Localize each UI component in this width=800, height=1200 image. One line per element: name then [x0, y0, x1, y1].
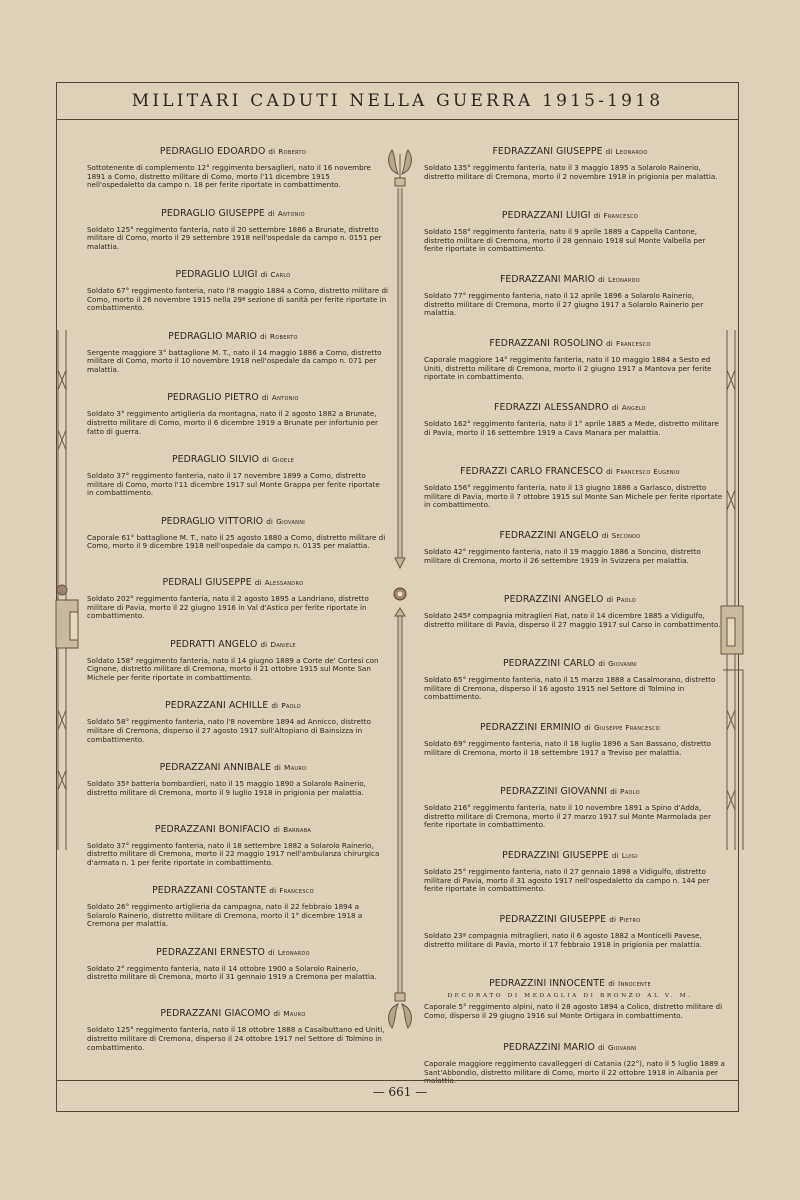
entry-text: Soldato 26° reggimento artiglieria da campagna, nato il 22 febbraio 1894 a Solarolo Rainerio, distretto militare di Cremona, morto il 1° dicembre 1918 a Cremona per malattia.: [87, 902, 363, 929]
entry-name: PEDRAGLIO GIUSEPPE di Antonio: [161, 207, 305, 219]
entry-name: FEDRAZZI CARLO FRANCESCO di Francesco Eugenio: [460, 466, 680, 477]
list-item: [78, 454, 388, 516]
list-item: [415, 850, 725, 914]
entry-name: PEDRAGLIO LUIGI di Carlo: [175, 269, 291, 281]
entry-text: Soldato 2° reggimento fanteria, nato il 14 ottobre 1900 a Solarolo Rainerio, distretto militare di Cremona, morto il 31 gennaio 1919 a Cremona per malattia.: [87, 963, 377, 982]
entry-name: PEDRAZZINI INNOCENTE di Innocente: [489, 978, 651, 989]
list-item: [78, 1008, 388, 1070]
entry-text: Soldato 58° reggimento fanteria, nato l'8 novembre 1894 ad Annicco, distretto militare di Cremona, disperso il 27 agosto 1917 sull'Altopiano di Bainsizza in combattimento.: [87, 717, 372, 744]
page-number: — 661 —: [372, 1085, 428, 1099]
entry-name: PEDRAZZANI ACHILLE di Paolo: [165, 700, 301, 712]
entry-text: Soldato 65° reggimento fanteria, nato il 15 marzo 1888 a Casalmorano, distretto militare di Cremona, disperso il 16 agosto 1915 nel Settore di Tolmino in combattimento.: [424, 675, 716, 702]
list-item: [78, 639, 388, 701]
list-item: [78, 700, 388, 762]
entry-name: PEDRAGLIO PIETRO di Antonio: [167, 392, 299, 404]
entry-text: Sottotenente di complemento 12° reggimento bersaglieri, nato il 16 novembre 1891 a Como, distretto militare di Como, morto l'11 dicembre 1915 nell'ospedaletto da campo n. 18 per ferite riportate in combattimento.: [87, 163, 371, 190]
entry-name: PEDRAZZANI GIACOMO di Mauro: [160, 1008, 306, 1020]
entry-name: PEDRAGLIO MARIO di Roberto: [168, 330, 298, 342]
entry-name: PEDRAGLIO VITTORIO di Giovanni: [160, 515, 306, 527]
title-bar: [56, 82, 739, 120]
entry-name: FEDRAZZANI GIUSEPPE di Leonardo: [492, 146, 648, 157]
list-item: [78, 208, 388, 270]
entry-text: Soldato 158° reggimento fanteria, nato il 9 aprile 1889 a Cappella Cantone, distretto militare di Cremona, morto il 28 gennaio 1918 sul Monte Valbella per ferite riportate in combattimento.: [424, 227, 706, 254]
entry-text: Soldato 25° reggimento fanteria, nato il 27 gennaio 1898 a Vidigulfo, distretto militare di Pavia, morto il 31 agosto 1917 nell'ospedaletto da campo n. 144 per ferite riportate in combattimento.: [424, 867, 710, 894]
entry-name: FEDRAZZINI ANGELO di Secondo: [499, 530, 641, 541]
list-item: [415, 210, 725, 274]
entry-text: Soldato 162° reggimento fanteria, nato il 1° aprile 1885 a Mede, distretto militare di Pavia, morto il 16 settembre 1919 a Cava Manara per malattia.: [424, 419, 719, 437]
list-item: [415, 530, 725, 594]
left-column: [78, 146, 388, 1071]
entry-name: PEDRAZZINI GIUSEPPE di Luigi: [502, 850, 638, 861]
entry-name: FEDRAZZANI ROSOLINO di Francesco: [489, 338, 651, 349]
entry-text: Soldato 3° reggimento artiglieria da montagna, nato il 2 agosto 1882 a Brunate, distretto militare di Como, morto il 6 dicembre 1919 a Brunate per infortunio per fatto di guerra.: [87, 409, 378, 436]
entry-text: Soldato 245ª compagnia mitraglieri Fiat, nato il 14 dicembre 1885 a Vidigulfo, distretto militare di Pavia, disperso il 27 maggio 1917 sul Carso in combattimento.: [424, 611, 721, 629]
entry-name: PEDRAZZINI ERMINIO di Giuseppe Francesco: [479, 722, 661, 733]
entry-text: Soldato 77° reggimento fanteria, nato il 12 aprile 1896 a Solarolo Rainerio, distretto militare di Cremona, morto il 27 giugno 1917 a Solarolo Rainerio per malattia.: [424, 291, 704, 318]
list-item: [78, 269, 388, 331]
entry-text: Soldato 125° reggimento fanteria, nato il 18 ottobre 1888 a Casalbuttano ed Uniti, distretto militare di Cremona, disperso il 24 ottobre 1917 nel Settore di Tolmino in combattimento.: [87, 1025, 385, 1052]
list-item: [415, 274, 725, 338]
entry-name: FEDRAZZI ALESSANDRO di Angelo: [494, 402, 646, 413]
entry-text: Soldato 23ª compagnia mitraglieri, nato il 6 agosto 1882 a Monticelli Pavese, distretto militare di Pavia, morto il 17 febbraio 1918 in prigionia per malattia.: [424, 931, 703, 949]
list-item: [415, 466, 725, 530]
list-item: [415, 658, 725, 722]
list-item: [415, 786, 725, 850]
entry-text: Caporale 5° reggimento alpini, nato il 28 agosto 1894 a Colico, distretto militare di Como, disperso il 29 giugno 1916 sul Monte Ortigara in combattimento.: [424, 1002, 723, 1020]
entry-name: PEDRAGLIO SILVIO di Gioele: [171, 453, 295, 465]
entry-name: PEDRAGLIO EDOARDO di Roberto: [159, 146, 307, 157]
emblem-icon: [394, 588, 406, 600]
right-column: [415, 146, 725, 1086]
list-item: [78, 516, 388, 578]
list-item: [415, 146, 725, 210]
entry-name: PEDRAZZINI ANGELO di Paolo: [503, 594, 637, 605]
entry-text: Sergente maggiore 3° battaglione M. T., nato il 14 maggio 1886 a Como, distretto militare di Como, morto il 10 novembre 1918 nell'ospedale da campo n. 071 per malattia.: [87, 347, 382, 374]
list-item: [78, 947, 388, 1009]
entry-text: Caporale maggiore 14° reggimento fanteria, nato il 10 maggio 1884 a Sesto ed Uniti, distretto militare di Cremona, morto il 2 giugno 1917 a Mantova per ferite riportate in combattimento.: [424, 355, 712, 382]
list-item: [415, 338, 725, 402]
list-item: [415, 402, 725, 466]
list-item: [78, 885, 388, 947]
list-item: [415, 722, 725, 786]
entry-name: PEDRAZZANI ANNIBALE di Mauro: [159, 761, 307, 773]
list-item: [78, 392, 388, 454]
entry-text: Soldato 158° reggimento fanteria, nato il 14 giugno 1889 a Corte de' Cortesi con Cignone, distretto militare di Cremona, morto il 21 ottobre 1915 sul Monte San Michele per ferite riportate in combattimento.: [87, 655, 379, 682]
list-item: [415, 594, 725, 658]
list-item: [78, 146, 388, 208]
medal-note: DECORATO DI MEDAGLIA DI BRONZO AL V. M.: [447, 993, 693, 999]
entry-name: PEDRAZZANI COSTANTE di Francesco: [152, 885, 314, 897]
list-item: [78, 824, 388, 886]
entry-text: Soldato 42° reggimento fanteria, nato il 19 maggio 1886 a Soncino, distretto militare di Cremona, morto il 26 settembre 1919 in Svizzera per malattia.: [424, 547, 701, 565]
list-item: [415, 914, 725, 978]
entry-text: Soldato 216° reggimento fanteria, nato il 10 novembre 1891 a Spino d'Adda, distretto militare di Cremona, morto il 27 marzo 1917 sul Monte Marmolada per ferite riportate in combattimento.: [424, 803, 712, 830]
entry-text: Caporale maggiore reggimento cavalleggeri di Catania (22°), nato il 5 luglio 1889 a Sant'Abbondio, distretto militare di Como, morto il 22 ottobre 1918 in Albania per malattia.: [424, 1059, 725, 1086]
entry-text: Soldato 37° reggimento fanteria, nato il 18 settembre 1882 a Solarolo Rainerio, distretto militare di Cremona, morto il 22 maggio 1917 nell'ambulanza chirurgica d'armata n. 1 per ferite riportate in combattimento.: [87, 840, 380, 867]
entry-text: Soldato 135° reggimento fanteria, nato il 3 maggio 1895 a Solarolo Rainerio, distretto militare di Cremona, morto il 2 novembre 1918 in prigionia per malattia.: [424, 163, 718, 181]
sword-icon-lower: [389, 608, 412, 1028]
footer-rule: [56, 1080, 739, 1081]
entry-name: PEDRAZZANI LUIGI di Francesco: [501, 210, 639, 221]
list-item: [78, 577, 388, 639]
sword-icon: [389, 150, 412, 568]
entry-text: Soldato 202° reggimento fanteria, nato il 2 agosto 1895 a Landriano, distretto militare di Pavia, morto il 22 giugno 1916 in Val d'Astico per ferite riportate in combattimento.: [87, 594, 369, 621]
entry-text: Soldato 37° reggimento fanteria, nato il 17 novembre 1899 a Como, distretto militare di Como, morto l'11 dicembre 1917 sul Monte Grappa per ferite riportate in combattimento.: [87, 470, 380, 498]
list-item: [78, 331, 388, 393]
entry-name: PEDRAZZANI BONIFACIO di Barnaba: [154, 823, 312, 835]
entry-name: PEDRALI GIUSEPPE di Alessandro: [162, 577, 304, 589]
entry-text: Soldato 67° reggimento fanteria, nato l'8 maggio 1884 a Como, distretto militare di Como, morto il 26 novembre 1915 nella 29ª sezione di sanità per ferite riportate in combattimento.: [87, 286, 388, 313]
entry-text: Soldato 156° reggimento fanteria, nato il 13 giugno 1886 a Garlasco, distretto militare di Pavia, morto il 7 ottobre 1915 sul Monte San Michele per ferite riportate in combattimento.: [424, 483, 723, 510]
entry-text: Soldato 35ª batteria bombardieri, nato il 15 maggio 1890 a Solarolo Rainerio, distretto militare di Cremona, morto il 9 luglio 1918 in prigionia per malattia.: [87, 778, 366, 797]
entry-name: PEDRAZZANI ERNESTO di Leonardo: [156, 946, 310, 958]
entry-name: FEDRAZZANI MARIO di Leonardo: [499, 274, 640, 285]
entry-name: PEDRATTI ANGELO di Daniele: [170, 638, 296, 650]
list-item: [78, 762, 388, 824]
entry-text: Caporale 61° battaglione M. T., nato il 25 agosto 1880 a Como, distretto militare di Como, morto il 9 dicembre 1918 nell'ospedale da campo n. 0135 per malattia.: [87, 532, 386, 551]
entry-name: PEDRAZZINI CARLO di Giovanni: [502, 658, 638, 669]
page-title: MILITARI CADUTI NELLA GUERRA 1915-1918: [131, 90, 664, 111]
entry-name: PEDRAZZINI GIOVANNI di Paolo: [500, 786, 640, 797]
list-item: [415, 978, 725, 1042]
entry-name: PEDRAZZINI MARIO di Giovanni: [503, 1042, 637, 1053]
entry-text: Soldato 69° reggimento fanteria, nato il 18 luglio 1896 a San Bassano, distretto militare di Cremona, morto il 18 settembre 1917 a Treviso per malattia.: [424, 739, 712, 757]
entry-text: Soldato 125° reggimento fanteria, nato il 20 settembre 1886 a Brunate, distretto militare di Como, morto il 29 settembre 1918 nell'ospedale da campo n. 0151 per malattia.: [87, 224, 382, 251]
entry-name: PEDRAZZINI GIUSEPPE di Pietro: [499, 914, 641, 925]
